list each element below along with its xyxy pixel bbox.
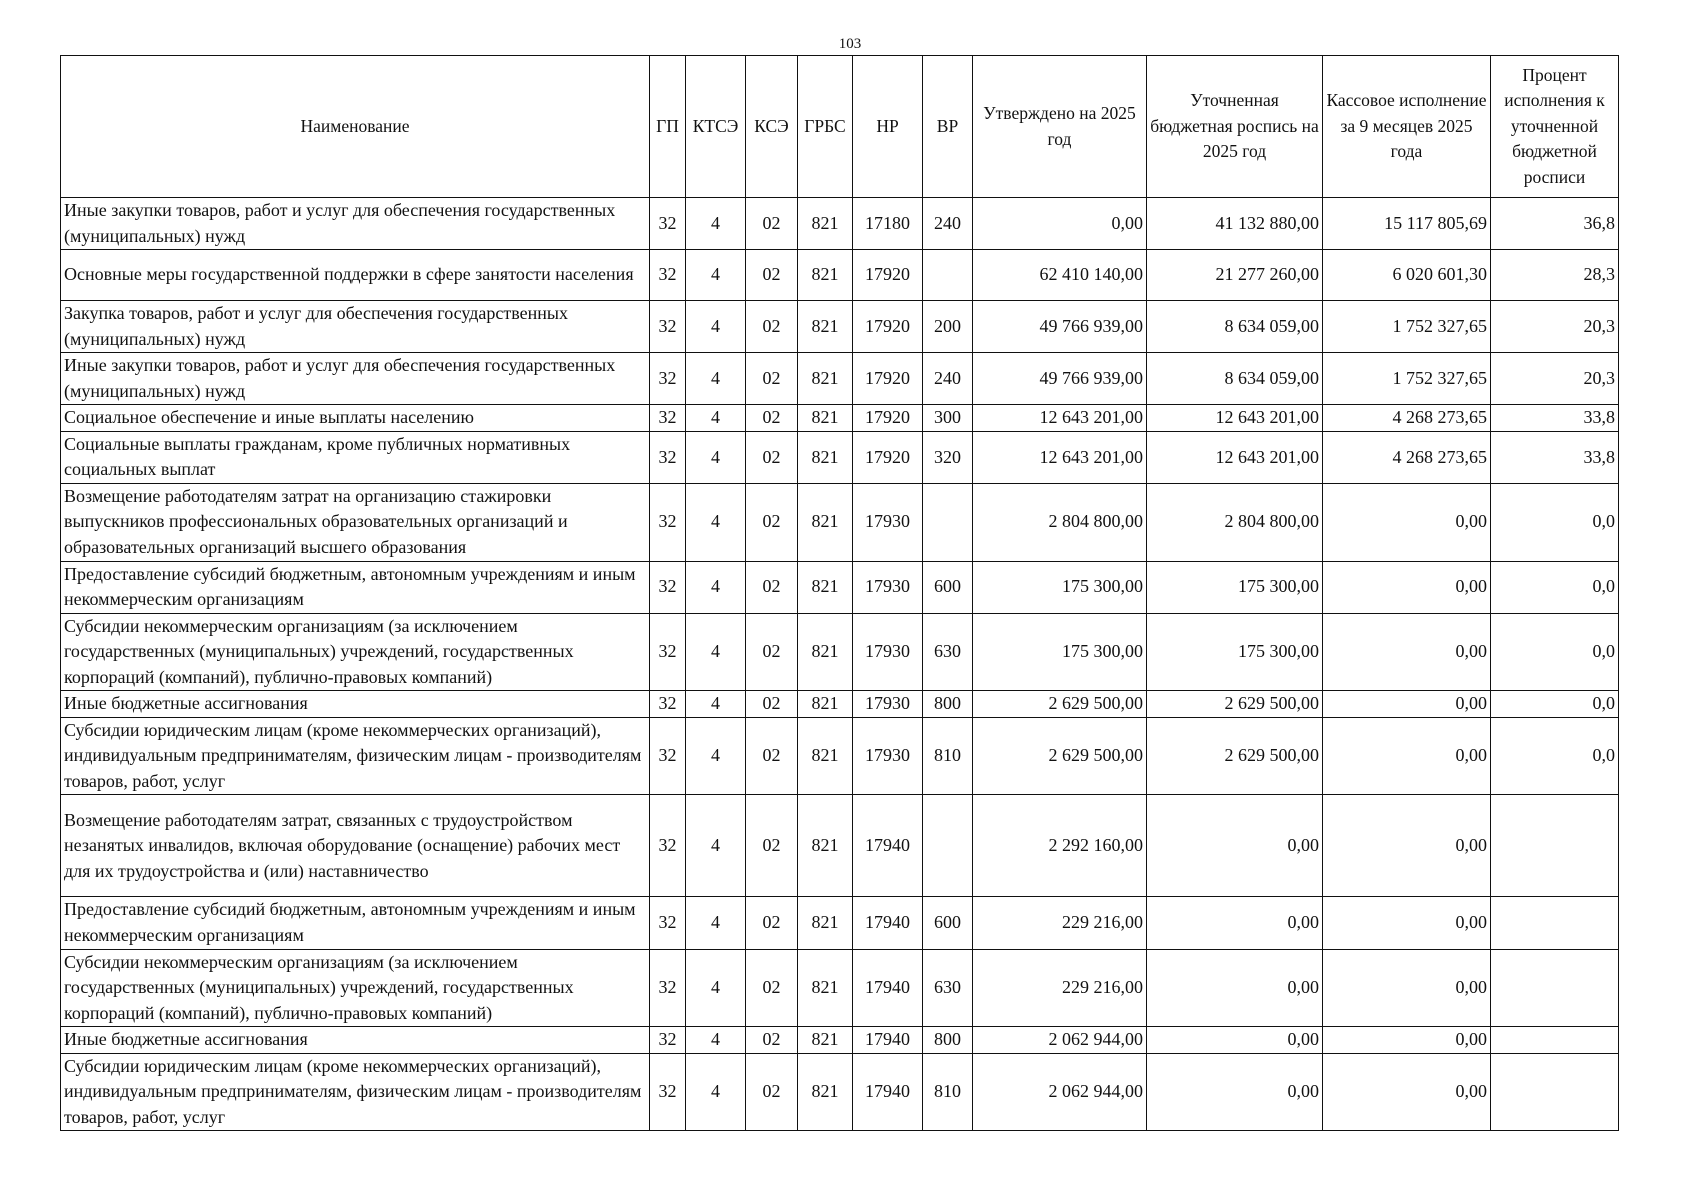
cell-kse: 02 <box>746 795 798 897</box>
cell-vr: 600 <box>923 897 973 949</box>
header-gp: ГП <box>650 56 686 198</box>
cell-name: Предоставление субсидий бюджетным, автономным учреждениям и иным некоммерческим организациям <box>61 897 650 949</box>
table-row <box>61 897 1619 949</box>
cell-ktse: 4 <box>686 250 746 301</box>
cell-vr: 300 <box>923 405 973 432</box>
cell-refined: 175 300,00 <box>1147 613 1323 691</box>
cell-refined: 41 132 880,00 <box>1147 198 1323 250</box>
table-row <box>61 483 1619 561</box>
cell-vr <box>923 795 973 897</box>
cell-kse: 02 <box>746 353 798 405</box>
cell-approved: 2 292 160,00 <box>973 795 1147 897</box>
header-kse: КСЭ <box>746 56 798 198</box>
cell-cash: 0,00 <box>1323 691 1491 718</box>
header-percent: Процент исполнения к уточненной бюджетной росписи <box>1491 56 1619 198</box>
cell-grbs: 821 <box>798 405 853 432</box>
cell-gp: 32 <box>650 949 686 1027</box>
cell-gp: 32 <box>650 1053 686 1131</box>
cell-grbs: 821 <box>798 897 853 949</box>
cell-ktse: 4 <box>686 1027 746 1054</box>
cell-refined: 21 277 260,00 <box>1147 250 1323 301</box>
cell-kse: 02 <box>746 949 798 1027</box>
cell-cash: 0,00 <box>1323 897 1491 949</box>
table-row <box>61 431 1619 483</box>
table-row <box>61 353 1619 405</box>
cell-approved: 49 766 939,00 <box>973 353 1147 405</box>
cell-nr: 17940 <box>853 949 923 1027</box>
cell-name: Иные закупки товаров, работ и услуг для обеспечения государственных (муниципальных) нужд <box>61 353 650 405</box>
cell-vr <box>923 483 973 561</box>
cell-cash: 0,00 <box>1323 717 1491 795</box>
cell-approved: 12 643 201,00 <box>973 431 1147 483</box>
cell-cash: 0,00 <box>1323 949 1491 1027</box>
cell-ktse: 4 <box>686 353 746 405</box>
cell-grbs: 821 <box>798 1027 853 1054</box>
cell-approved: 0,00 <box>973 198 1147 250</box>
cell-ktse: 4 <box>686 1053 746 1131</box>
cell-gp: 32 <box>650 198 686 250</box>
cell-kse: 02 <box>746 561 798 613</box>
cell-gp: 32 <box>650 717 686 795</box>
cell-gp: 32 <box>650 405 686 432</box>
cell-gp: 32 <box>650 897 686 949</box>
cell-cash: 0,00 <box>1323 795 1491 897</box>
cell-name: Социальное обеспечение и иные выплаты населению <box>61 405 650 432</box>
cell-gp: 32 <box>650 561 686 613</box>
cell-approved: 62 410 140,00 <box>973 250 1147 301</box>
cell-name: Основные меры государственной поддержки в сфере занятости населения <box>61 250 650 301</box>
cell-kse: 02 <box>746 250 798 301</box>
cell-kse: 02 <box>746 717 798 795</box>
cell-cash: 4 268 273,65 <box>1323 431 1491 483</box>
cell-grbs: 821 <box>798 717 853 795</box>
cell-approved: 2 804 800,00 <box>973 483 1147 561</box>
cell-nr: 17920 <box>853 250 923 301</box>
header-ktse: КТСЭ <box>686 56 746 198</box>
cell-refined: 2 804 800,00 <box>1147 483 1323 561</box>
table-row <box>61 795 1619 897</box>
cell-grbs: 821 <box>798 691 853 718</box>
cell-ktse: 4 <box>686 483 746 561</box>
cell-cash: 1 752 327,65 <box>1323 301 1491 353</box>
cell-vr: 320 <box>923 431 973 483</box>
cell-name: Иные закупки товаров, работ и услуг для обеспечения государственных (муниципальных) нужд <box>61 198 650 250</box>
cell-grbs: 821 <box>798 561 853 613</box>
cell-vr: 630 <box>923 613 973 691</box>
cell-gp: 32 <box>650 613 686 691</box>
cell-gp: 32 <box>650 483 686 561</box>
cell-nr: 17930 <box>853 483 923 561</box>
table-row <box>61 717 1619 795</box>
cell-percent: 0,0 <box>1491 483 1619 561</box>
cell-percent <box>1491 949 1619 1027</box>
cell-vr: 200 <box>923 301 973 353</box>
cell-vr: 240 <box>923 198 973 250</box>
table-row <box>61 1027 1619 1054</box>
cell-name: Иные бюджетные ассигнования <box>61 1027 650 1054</box>
cell-gp: 32 <box>650 250 686 301</box>
cell-percent <box>1491 795 1619 897</box>
cell-vr: 240 <box>923 353 973 405</box>
cell-grbs: 821 <box>798 795 853 897</box>
cell-kse: 02 <box>746 1027 798 1054</box>
cell-kse: 02 <box>746 301 798 353</box>
cell-vr: 810 <box>923 1053 973 1131</box>
cell-percent: 33,8 <box>1491 405 1619 432</box>
cell-gp: 32 <box>650 353 686 405</box>
cell-nr: 17920 <box>853 353 923 405</box>
cell-nr: 17930 <box>853 561 923 613</box>
cell-percent: 28,3 <box>1491 250 1619 301</box>
cell-ktse: 4 <box>686 897 746 949</box>
cell-ktse: 4 <box>686 949 746 1027</box>
cell-kse: 02 <box>746 431 798 483</box>
cell-ktse: 4 <box>686 613 746 691</box>
cell-approved: 2 062 944,00 <box>973 1027 1147 1054</box>
cell-percent: 20,3 <box>1491 301 1619 353</box>
cell-percent: 0,0 <box>1491 717 1619 795</box>
cell-percent: 20,3 <box>1491 353 1619 405</box>
cell-name: Предоставление субсидий бюджетным, автономным учреждениям и иным некоммерческим организациям <box>61 561 650 613</box>
cell-cash: 4 268 273,65 <box>1323 405 1491 432</box>
header-row <box>61 56 1619 198</box>
cell-cash: 6 020 601,30 <box>1323 250 1491 301</box>
cell-nr: 17920 <box>853 431 923 483</box>
table-row <box>61 561 1619 613</box>
cell-grbs: 821 <box>798 1053 853 1131</box>
cell-approved: 12 643 201,00 <box>973 405 1147 432</box>
cell-approved: 2 062 944,00 <box>973 1053 1147 1131</box>
cell-grbs: 821 <box>798 431 853 483</box>
header-nr: НР <box>853 56 923 198</box>
cell-cash: 1 752 327,65 <box>1323 353 1491 405</box>
cell-gp: 32 <box>650 1027 686 1054</box>
cell-cash: 0,00 <box>1323 1053 1491 1131</box>
cell-cash: 0,00 <box>1323 483 1491 561</box>
cell-name: Возмещение работодателям затрат, связанных с трудоустройством незанятых инвалидов, включая оборудование (оснащение) рабочих мест для их трудоустройства и (или) наставничество <box>61 795 650 897</box>
header-refined: Уточненная бюджетная роспись на 2025 год <box>1147 56 1323 198</box>
cell-approved: 229 216,00 <box>973 897 1147 949</box>
cell-ktse: 4 <box>686 795 746 897</box>
cell-grbs: 821 <box>798 613 853 691</box>
cell-percent: 36,8 <box>1491 198 1619 250</box>
cell-refined: 8 634 059,00 <box>1147 301 1323 353</box>
cell-vr: 800 <box>923 1027 973 1054</box>
cell-grbs: 821 <box>798 353 853 405</box>
cell-ktse: 4 <box>686 198 746 250</box>
cell-approved: 229 216,00 <box>973 949 1147 1027</box>
cell-refined: 175 300,00 <box>1147 561 1323 613</box>
cell-nr: 17920 <box>853 405 923 432</box>
cell-vr: 800 <box>923 691 973 718</box>
cell-kse: 02 <box>746 483 798 561</box>
cell-name: Субсидии некоммерческим организациям (за исключением государственных (муниципальных) учреждений, государственных корпораций (компаний), публично-правовых компаний) <box>61 613 650 691</box>
table-row <box>61 250 1619 301</box>
cell-approved: 175 300,00 <box>973 613 1147 691</box>
cell-grbs: 821 <box>798 301 853 353</box>
cell-gp: 32 <box>650 691 686 718</box>
cell-vr: 810 <box>923 717 973 795</box>
cell-approved: 2 629 500,00 <box>973 717 1147 795</box>
cell-refined: 12 643 201,00 <box>1147 431 1323 483</box>
header-cash: Кассовое исполнение за 9 месяцев 2025 года <box>1323 56 1491 198</box>
cell-nr: 17940 <box>853 1053 923 1131</box>
cell-kse: 02 <box>746 198 798 250</box>
cell-approved: 2 629 500,00 <box>973 691 1147 718</box>
cell-ktse: 4 <box>686 561 746 613</box>
cell-refined: 12 643 201,00 <box>1147 405 1323 432</box>
cell-gp: 32 <box>650 795 686 897</box>
cell-cash: 0,00 <box>1323 561 1491 613</box>
cell-refined: 0,00 <box>1147 897 1323 949</box>
cell-kse: 02 <box>746 897 798 949</box>
cell-percent <box>1491 1027 1619 1054</box>
cell-refined: 0,00 <box>1147 795 1323 897</box>
cell-ktse: 4 <box>686 405 746 432</box>
cell-name: Субсидии юридическим лицам (кроме некоммерческих организаций), индивидуальным предпринимателям, физическим лицам - производителям товаров, работ, услуг <box>61 1053 650 1131</box>
header-name: Наименование <box>61 56 650 198</box>
cell-ktse: 4 <box>686 431 746 483</box>
cell-gp: 32 <box>650 301 686 353</box>
cell-approved: 49 766 939,00 <box>973 301 1147 353</box>
cell-approved: 175 300,00 <box>973 561 1147 613</box>
cell-grbs: 821 <box>798 483 853 561</box>
cell-name: Субсидии юридическим лицам (кроме некоммерческих организаций), индивидуальным предпринимателям, физическим лицам - производителям товаров, работ, услуг <box>61 717 650 795</box>
cell-percent: 33,8 <box>1491 431 1619 483</box>
table-row <box>61 949 1619 1027</box>
cell-name: Субсидии некоммерческим организациям (за исключением государственных (муниципальных) учреждений, государственных корпораций (компаний), публично-правовых компаний) <box>61 949 650 1027</box>
cell-kse: 02 <box>746 691 798 718</box>
cell-kse: 02 <box>746 405 798 432</box>
cell-nr: 17920 <box>853 301 923 353</box>
budget-table <box>60 55 1619 1131</box>
table-row <box>61 691 1619 718</box>
cell-percent <box>1491 1053 1619 1131</box>
table-row <box>61 198 1619 250</box>
cell-refined: 0,00 <box>1147 1027 1323 1054</box>
cell-nr: 17940 <box>853 897 923 949</box>
cell-grbs: 821 <box>798 250 853 301</box>
cell-nr: 17930 <box>853 717 923 795</box>
table-row <box>61 613 1619 691</box>
cell-gp: 32 <box>650 431 686 483</box>
cell-nr: 17940 <box>853 795 923 897</box>
cell-name: Закупка товаров, работ и услуг для обеспечения государственных (муниципальных) нужд <box>61 301 650 353</box>
cell-percent <box>1491 897 1619 949</box>
cell-percent: 0,0 <box>1491 613 1619 691</box>
cell-name: Социальные выплаты гражданам, кроме публичных нормативных социальных выплат <box>61 431 650 483</box>
header-vr: ВР <box>923 56 973 198</box>
cell-percent: 0,0 <box>1491 561 1619 613</box>
cell-vr <box>923 250 973 301</box>
cell-kse: 02 <box>746 1053 798 1131</box>
cell-nr: 17930 <box>853 691 923 718</box>
cell-refined: 8 634 059,00 <box>1147 353 1323 405</box>
cell-nr: 17940 <box>853 1027 923 1054</box>
cell-ktse: 4 <box>686 717 746 795</box>
table-body <box>61 198 1619 1131</box>
cell-name: Возмещение работодателям затрат на организацию стажировки выпускников профессиональных образовательных организаций и образовательных организаций высшего образования <box>61 483 650 561</box>
cell-refined: 0,00 <box>1147 1053 1323 1131</box>
cell-refined: 2 629 500,00 <box>1147 691 1323 718</box>
cell-ktse: 4 <box>686 691 746 718</box>
cell-refined: 0,00 <box>1147 949 1323 1027</box>
cell-grbs: 821 <box>798 198 853 250</box>
table-row <box>61 301 1619 353</box>
cell-name: Иные бюджетные ассигнования <box>61 691 650 718</box>
cell-nr: 17930 <box>853 613 923 691</box>
cell-cash: 15 117 805,69 <box>1323 198 1491 250</box>
cell-vr: 630 <box>923 949 973 1027</box>
cell-cash: 0,00 <box>1323 1027 1491 1054</box>
header-grbs: ГРБС <box>798 56 853 198</box>
cell-grbs: 821 <box>798 949 853 1027</box>
cell-cash: 0,00 <box>1323 613 1491 691</box>
table-row <box>61 1053 1619 1131</box>
cell-ktse: 4 <box>686 301 746 353</box>
cell-kse: 02 <box>746 613 798 691</box>
table-row <box>61 405 1619 432</box>
cell-nr: 17180 <box>853 198 923 250</box>
page-number: 103 <box>838 36 862 52</box>
cell-percent: 0,0 <box>1491 691 1619 718</box>
header-approved: Утверждено на 2025 год <box>973 56 1147 198</box>
cell-vr: 600 <box>923 561 973 613</box>
cell-refined: 2 629 500,00 <box>1147 717 1323 795</box>
